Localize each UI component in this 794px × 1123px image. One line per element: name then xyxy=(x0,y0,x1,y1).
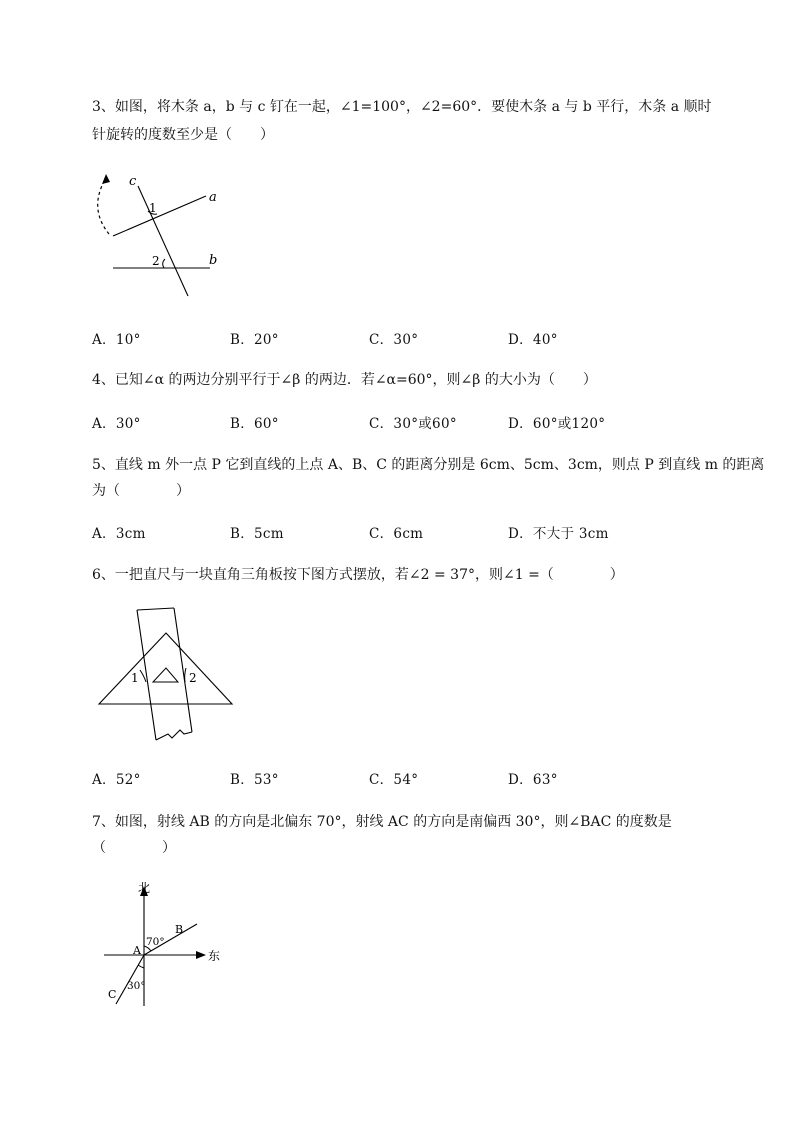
q3-option-c[interactable]: C．30° xyxy=(369,332,419,348)
ruler-right-edge xyxy=(174,608,192,732)
q7-figure xyxy=(100,878,230,1010)
q5-option-d[interactable]: D．不大于 3cm xyxy=(508,526,609,542)
label-angle-1: 1 xyxy=(149,201,157,215)
label-b: B xyxy=(175,923,184,936)
label-a: a xyxy=(209,190,217,205)
label-angle-2: 2 xyxy=(152,254,160,268)
angle-2-arc xyxy=(163,259,165,268)
ruler-top-edge xyxy=(137,608,174,610)
east-arrowhead xyxy=(196,951,206,959)
label-angle-2: 2 xyxy=(189,671,197,685)
q5-option-b[interactable]: B．5cm xyxy=(230,526,284,542)
q4-option-d[interactable]: D．60°或120° xyxy=(508,416,606,432)
line-a xyxy=(113,196,206,236)
q6-option-d[interactable]: D．63° xyxy=(508,772,558,788)
angle-30-arc xyxy=(138,965,144,968)
ruler-left-edge xyxy=(137,610,156,740)
ruler-torn-edge xyxy=(156,730,192,740)
q5-text-line1: 5、直线 m 外一点 P 它到直线的上点 A、B、C 的距离分别是 6cm、5cm、3cm，则点 P 到直线 m 的距离 xyxy=(92,457,765,473)
q5-text-line2: 为（ ） xyxy=(92,483,190,499)
label-north: 北 xyxy=(138,881,151,895)
q4-option-a[interactable]: A．30° xyxy=(92,416,141,432)
q3-text-line2: 针旋转的度数至少是（ ） xyxy=(92,127,274,143)
q3-option-d[interactable]: D．40° xyxy=(508,332,558,348)
q3-option-a[interactable]: A．10° xyxy=(92,332,141,348)
q7-text-line2: （ ） xyxy=(92,840,176,856)
label-c: c xyxy=(129,174,137,189)
q4-option-c[interactable]: C．30°或60° xyxy=(369,416,457,432)
q6-option-a[interactable]: A．52° xyxy=(92,772,141,788)
label-b: b xyxy=(209,253,218,268)
q5-option-a[interactable]: A．3cm xyxy=(92,526,146,542)
q7-text-line1: 7、如图，射线 AB 的方向是北偏东 70°，射线 AC 的方向是南偏西 30°，则∠BAC 的度数是 xyxy=(92,814,672,830)
label-east: 东 xyxy=(208,949,221,963)
q6-figure xyxy=(96,606,236,746)
angle-2-arc xyxy=(185,668,186,682)
q5-option-c[interactable]: C．6cm xyxy=(369,526,424,542)
q3-text-line1: 3、如图，将木条 a，b 与 c 钉在一起，∠1=100°，∠2=60°．要使木条 a 与 b 平行，木条 a 顺时 xyxy=(92,99,712,115)
q6-option-b[interactable]: B．53° xyxy=(230,772,279,788)
line-c xyxy=(138,186,188,296)
rotation-arrowhead xyxy=(102,174,110,184)
q4-option-b[interactable]: B．60° xyxy=(230,416,279,432)
inner-triangle xyxy=(153,668,178,682)
label-angle-1: 1 xyxy=(131,671,139,685)
q6-text-line1: 6、一把直尺与一块直角三角板按下图方式摆放，若∠2 = 37°，则∠1 =（ ） xyxy=(92,567,624,583)
angle-1-arc xyxy=(140,670,146,682)
label-angle-30: 30° xyxy=(127,980,146,992)
q4-text-line1: 4、已知∠α 的两边分别平行于∠β 的两边．若∠α=60°，则∠β 的大小为（ ） xyxy=(92,372,597,388)
label-a: A xyxy=(133,944,141,957)
label-angle-70: 70° xyxy=(146,936,165,948)
label-c: C xyxy=(108,988,117,1001)
q6-option-c[interactable]: C．54° xyxy=(369,772,419,788)
rotation-arrow xyxy=(98,178,109,234)
q3-figure xyxy=(88,168,228,300)
q3-option-b[interactable]: B．20° xyxy=(230,332,279,348)
